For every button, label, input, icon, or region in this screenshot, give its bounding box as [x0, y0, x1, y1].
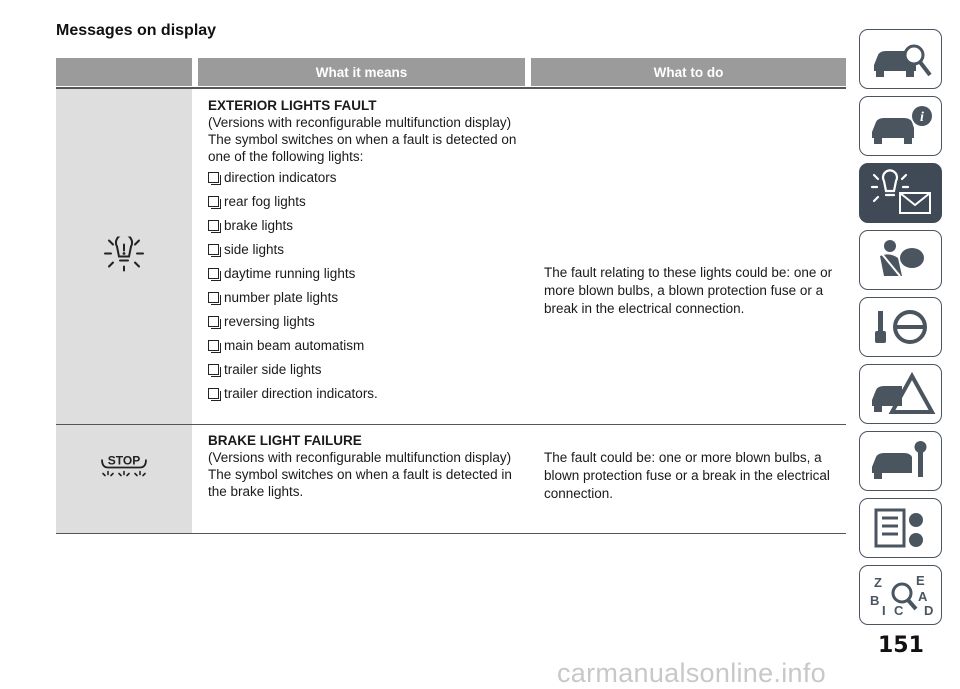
list-item-label: direction indicators	[224, 170, 337, 185]
list-item	[208, 361, 530, 378]
header-what-to-do: What to do	[531, 58, 846, 86]
tab-emergency[interactable]	[859, 364, 942, 424]
tab-maintenance[interactable]	[859, 431, 942, 491]
page-title: Messages on display	[56, 22, 217, 39]
row-icon-cell	[56, 425, 192, 533]
list-gears-icon	[866, 504, 936, 552]
exterior-light-fault-icon	[103, 236, 145, 277]
alphabet-index-icon	[866, 571, 936, 619]
message-description: (Versions with reconfigurable multifunction display) The symbol switches on when a fault is detected in the brake lights.	[208, 450, 512, 499]
checkbox-square-icon	[208, 292, 219, 303]
list-item-label: side lights	[224, 242, 285, 257]
row-icon-cell	[56, 89, 192, 424]
row-todo-cell	[530, 425, 844, 533]
warning-light-message-icon	[866, 169, 936, 217]
seatbelt-airbag-icon	[866, 236, 936, 284]
svg-text:C: C	[893, 603, 903, 618]
list-item-label: trailer side lights	[224, 362, 322, 377]
row-means-cell	[192, 425, 530, 533]
list-item-label: brake lights	[224, 218, 294, 233]
table-header	[56, 58, 846, 86]
car-info-icon	[866, 102, 936, 150]
header-icon-column	[56, 58, 192, 86]
svg-text:i: i	[919, 110, 924, 125]
message-title: EXTERIOR LIGHTS FAULT	[208, 98, 377, 113]
messages-table	[56, 58, 846, 534]
list-item	[208, 337, 530, 354]
checkbox-square-icon	[208, 340, 219, 351]
list-item	[208, 193, 530, 210]
tab-safety[interactable]	[859, 230, 942, 290]
tab-car-search[interactable]	[859, 29, 942, 89]
checkbox-square-icon	[208, 364, 219, 375]
checkbox-square-icon	[208, 268, 219, 279]
car-warning-triangle-icon	[866, 370, 936, 418]
checkbox-square-icon	[208, 220, 219, 231]
list-item-label: daytime running lights	[224, 266, 356, 281]
message-description: (Versions with reconfigurable multifunction display) The symbol switches on when a fault is detected on one of the following lights:	[208, 115, 517, 164]
svg-text:E: E	[915, 573, 925, 588]
list-item	[208, 265, 530, 282]
light-list	[208, 169, 530, 402]
list-item-label: trailer direction indicators.	[224, 386, 378, 401]
key-steering-wheel-icon	[866, 303, 936, 351]
list-item	[208, 217, 530, 234]
tab-technical-specifications[interactable]	[859, 498, 942, 558]
row-todo-cell	[530, 89, 844, 424]
list-item	[208, 385, 530, 402]
row-separator	[56, 533, 846, 534]
tab-starting-driving[interactable]	[859, 297, 942, 357]
tab-index[interactable]	[859, 565, 942, 625]
svg-text:D: D	[923, 603, 933, 618]
car-wrench-icon	[866, 437, 936, 485]
list-item	[208, 289, 530, 306]
checkbox-square-icon	[208, 244, 219, 255]
stop-light-fault-icon	[98, 452, 150, 487]
checkbox-square-icon	[208, 388, 219, 399]
list-item-label: rear fog lights	[224, 194, 306, 209]
list-item	[208, 241, 530, 258]
page-number: 151	[878, 633, 924, 658]
list-item-label: number plate lights	[224, 290, 339, 305]
table-row	[56, 89, 846, 424]
svg-text:A: A	[917, 589, 927, 604]
car-search-icon	[866, 35, 936, 83]
table-row	[56, 425, 846, 533]
tab-warning-lights[interactable]	[859, 163, 942, 223]
watermark: carmanualsonline.info	[557, 658, 826, 688]
header-what-it-means: What it means	[198, 58, 525, 86]
tab-car-info[interactable]	[859, 96, 942, 156]
checkbox-square-icon	[208, 172, 219, 183]
svg-text:I: I	[881, 603, 886, 618]
fault-action-text: The fault could be: one or more blown bulbs, a blown protection fuse or a break in the electrical connection.	[544, 450, 830, 501]
checkbox-square-icon	[208, 316, 219, 327]
fault-action-text: The fault relating to these lights could be: one or more blown bulbs, a blown protection fuse or a break in the electrical connection.	[544, 265, 833, 316]
list-item-label: main beam automatism	[224, 338, 365, 353]
stop-icon-text: STOP	[107, 453, 141, 468]
list-item	[208, 313, 530, 330]
row-means-cell	[192, 89, 530, 424]
svg-text:Z: Z	[873, 575, 882, 590]
checkbox-square-icon	[208, 196, 219, 207]
list-item-label: reversing lights	[224, 314, 315, 329]
svg-text:B: B	[869, 593, 879, 608]
chapter-tabs	[859, 29, 944, 632]
message-title: BRAKE LIGHT FAILURE	[208, 433, 362, 448]
list-item	[208, 169, 530, 186]
